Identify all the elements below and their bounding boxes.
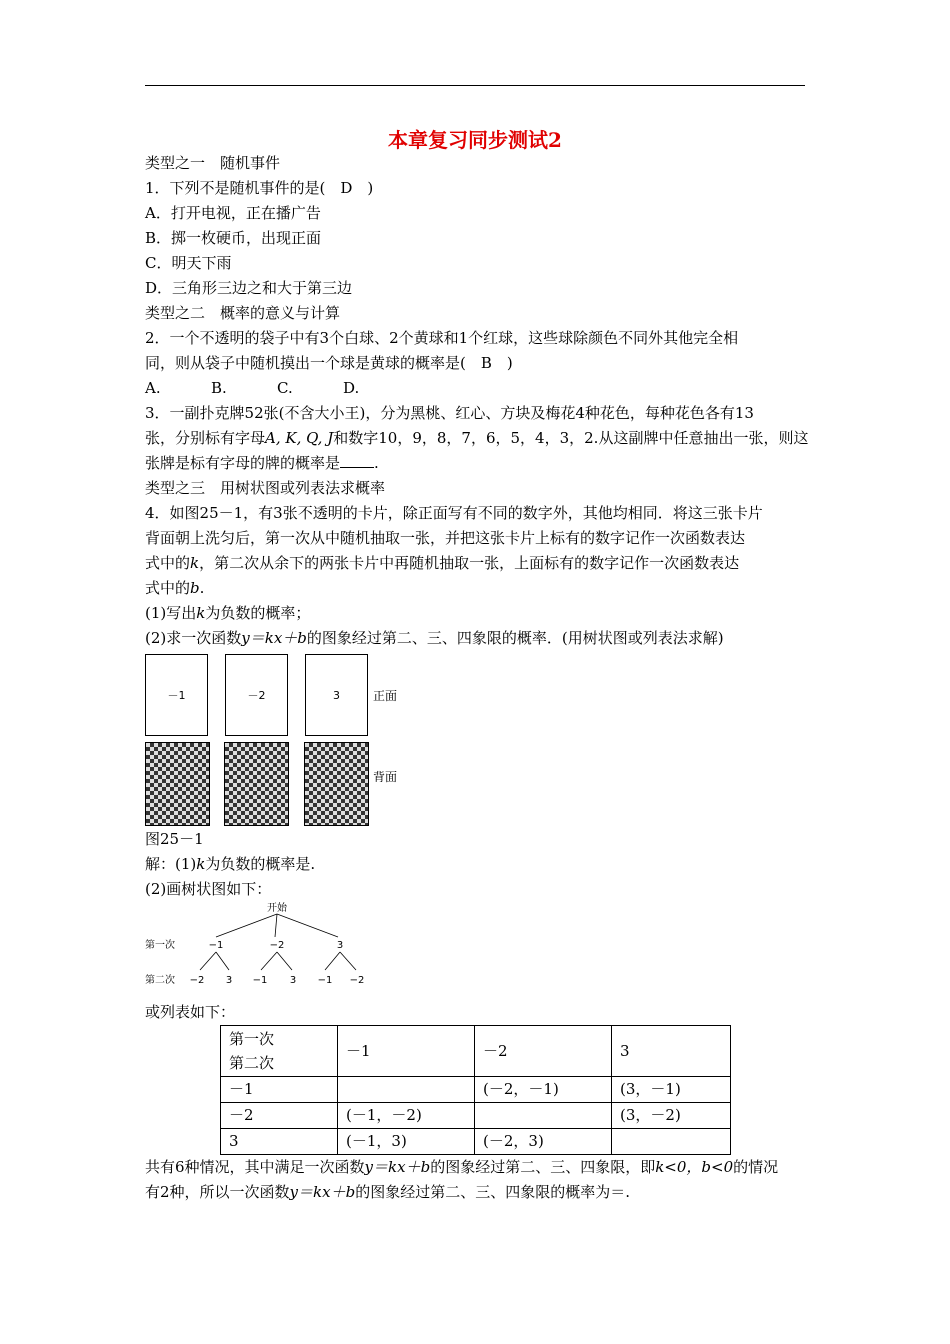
table-corner: 第一次 第二次 xyxy=(221,1026,338,1077)
question-1: 1．下列不是随机事件的是( D ) xyxy=(145,179,374,197)
table-cell: －2 xyxy=(221,1103,338,1129)
card-front-3: 3 xyxy=(305,654,368,736)
table-cell: (3，－2) xyxy=(612,1103,731,1129)
tree-start: 开始 xyxy=(267,903,287,914)
tree-row2-label: 第二次 xyxy=(145,975,175,986)
card-front-2: －2 xyxy=(225,654,288,736)
q2-option-a: A. xyxy=(145,379,161,397)
question-2-options xyxy=(145,376,809,401)
conclusion-line-1: 共有6种情况，其中满足一次函数y＝kx＋b的图象经过第二、三、四象限，即k<0，b<0的情况 xyxy=(145,1158,779,1176)
table-header-cell: －2 xyxy=(475,1026,612,1077)
section-heading-1: 类型之一 随机事件 xyxy=(145,154,281,172)
question-4-line-3: 式中的k，第二次从余下的两张卡片中再随机抽取一张，上面标有的数字记作一次函数表达 xyxy=(145,554,740,572)
tree-leaf-2: 3 xyxy=(225,975,233,986)
section-heading-3: 类型之三 用树状图或列表法求概率 xyxy=(145,479,386,497)
option-a: A．打开电视，正在播广告 xyxy=(145,204,321,222)
tree-node-2: −2 xyxy=(269,940,285,951)
tree-leaf-1: −2 xyxy=(189,975,205,986)
question-4-part-1: (1)写出k为负数的概率； xyxy=(145,604,311,622)
q2-option-b: B. xyxy=(211,379,227,397)
figure-caption: 图25－1 xyxy=(145,830,204,848)
table-cell xyxy=(612,1129,731,1155)
tree-row1-label: 第一次 xyxy=(145,940,175,951)
answer-blank xyxy=(340,451,374,468)
card-back-1 xyxy=(145,742,210,826)
question-4-part-2: (2)求一次函数y＝kx＋b的图象经过第二、三、四象限的概率．(用树状图或列表法求解) xyxy=(145,629,724,647)
table-cell xyxy=(475,1103,612,1129)
option-c: C．明天下雨 xyxy=(145,254,232,272)
conclusion-line-2: 有2种，所以一次函数y＝kx＋b的图象经过第二、三、四象限的概率为＝. xyxy=(145,1183,630,1201)
document-body xyxy=(145,151,809,1205)
question-4-line-1: 4．如图25－1，有3张不透明的卡片，除正面写有不同的数字外，其他均相同．将这三张卡片 xyxy=(145,504,763,522)
table-cell: (－1，3) xyxy=(338,1129,475,1155)
letters: A, K, Q, J xyxy=(265,429,334,447)
question-2-line-2: 同，则从袋子中随机摸出一个球是黄球的概率是( B ) xyxy=(145,354,513,372)
question-4-line-4: 式中的b. xyxy=(145,579,205,597)
back-label: 背面 xyxy=(373,770,398,784)
tree-node-3: 3 xyxy=(336,940,344,951)
card-front-1: －1 xyxy=(145,654,208,736)
q2-option-c: C. xyxy=(277,379,293,397)
table-header-row xyxy=(221,1026,731,1077)
table-cell: 3 xyxy=(221,1129,338,1155)
question-4-line-2: 背面朝上洗匀后，第一次从中随机抽取一张，并把这张卡片上标有的数字记作一次函数表达 xyxy=(145,529,746,547)
tree-leaf-3: −1 xyxy=(252,975,268,986)
tree-leaf-4: 3 xyxy=(289,975,297,986)
table-cell: (－2，－1) xyxy=(475,1077,612,1103)
cards-figure xyxy=(145,651,565,827)
table-cell: (3，－1) xyxy=(612,1077,731,1103)
tree-leaf-5: −1 xyxy=(317,975,333,986)
table-cell: －1 xyxy=(221,1077,338,1103)
card-back-2 xyxy=(224,742,289,826)
table-cell: (－1，－2) xyxy=(338,1103,475,1129)
solution-1: 解：(1)k为负数的概率是. xyxy=(145,855,316,873)
q2-option-d: D. xyxy=(343,379,360,397)
table-row xyxy=(221,1077,731,1103)
tree-node-1: −1 xyxy=(208,940,224,951)
table-intro: 或列表如下： xyxy=(145,1003,236,1021)
option-d: D．三角形三边之和大于第三边 xyxy=(145,279,353,297)
question-3-line-2: 张，分别标有字母A, K, Q, J和数字10，9，8，7，6，5，4，3，2.从这副牌中任意抽出一张，则这 xyxy=(145,429,809,447)
front-label: 正面 xyxy=(373,689,398,703)
solution-2: (2)画树状图如下： xyxy=(145,880,272,898)
table-row xyxy=(221,1103,731,1129)
table-cell: (－2，3) xyxy=(475,1129,612,1155)
section-heading-2: 类型之二 概率的意义与计算 xyxy=(145,304,341,322)
table-header-cell: －1 xyxy=(338,1026,475,1077)
question-2-line-1: 2．一个不透明的袋子中有3个白球、2个黄球和1个红球，这些球除颜色不同外其他完全相 xyxy=(145,329,739,347)
table-row xyxy=(221,1129,731,1155)
table-header-cell: 3 xyxy=(612,1026,731,1077)
header-rule xyxy=(145,85,805,86)
question-3-line-1: 3．一副扑克牌52张(不含大小王)，分为黑桃、红心、方块及梅花4种花色，每种花色各有13 xyxy=(145,404,754,422)
outcome-table xyxy=(220,1025,731,1155)
question-3-line-3: 张牌是标有字母的牌的概率是 . xyxy=(145,451,809,476)
card-back-3 xyxy=(304,742,369,826)
tree-leaf-6: −2 xyxy=(349,975,365,986)
page-title: 本章复习同步测试2 xyxy=(388,128,562,152)
tree-diagram xyxy=(145,902,385,994)
table-cell xyxy=(338,1077,475,1103)
option-b: B．掷一枚硬币，出现正面 xyxy=(145,229,322,247)
